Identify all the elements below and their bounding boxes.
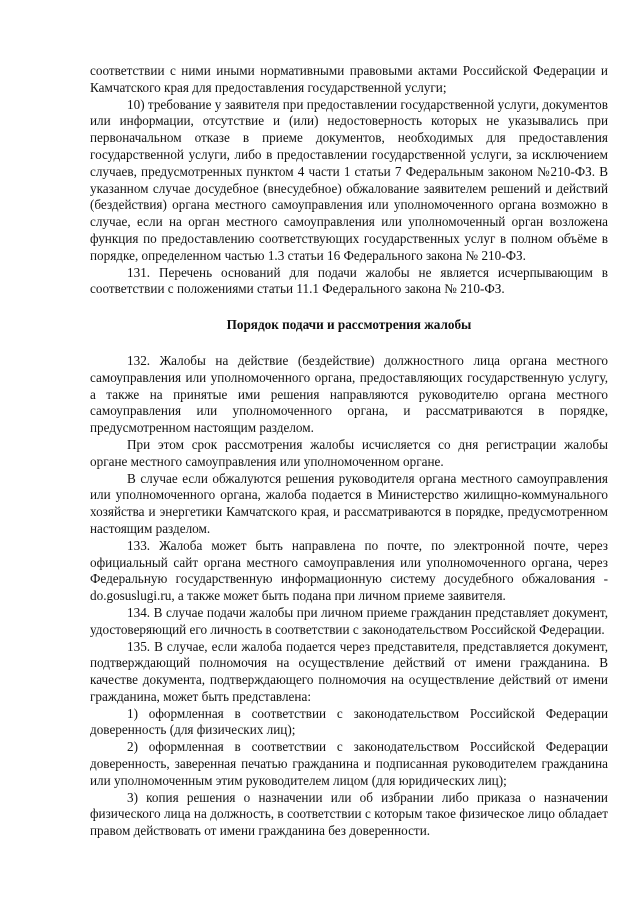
list-item-2: 2) оформленная в соответствии с законодательством Российской Федерации доверенность, заверенная печатью гражданина и подписанная руководителем гражданина или уполномоченным этим руководителем лицом (для юридических лиц); (90, 739, 608, 788)
list-item-1: 1) оформленная в соответствии с законодательством Российской Федерации доверенность (для физических лиц); (90, 705, 608, 738)
paragraph-review-period: При этом срок рассмотрения жалобы исчисляется со дня регистрации жалобы органе местного самоуправления или уполномоченном органе. (90, 436, 608, 469)
section-heading: Порядок подачи и рассмотрения жалобы (226, 317, 472, 333)
paragraph-134: 134. В случае подачи жалобы при личном приеме гражданин представляет документ, удостоверяющий его личность в соответствии с законодательством Российской Федерации. (90, 604, 608, 637)
paragraph-132: 132. Жалобы на действие (бездействие) должностного лица органа местного самоуправления или уполномоченного органа, предоставляющих государственную услугу, а также на принятые ими решения направляются руководителю органа местного самоуправления или уполномоченного органа, и рассматриваются в порядке, предусмотренном настоящим разделом. (90, 352, 608, 436)
paragraph-131: 131. Перечень оснований для подачи жалобы не является исчерпывающим в соответствии с положениями статьи 11.1 Федерального закона № 210-ФЗ. (90, 264, 608, 297)
paragraph-ministry-appeal: В случае если обжалуются решения руководителя органа местного самоуправления или уполномоченного органа, жалоба подается в Министерство жилищно-коммунального хозяйства и энергетики Камчатского края, и рассматриваются в порядке, предусмотренном настоящим разделом. (90, 470, 608, 536)
paragraph-continuation: соответствии с ними иными нормативными правовыми актами Российской Федерации и Камчатского края для предоставления государственной услуги; (90, 63, 608, 95)
list-item-3: 3) копия решения о назначении или об избрании либо приказа о назначении физического лица на должность, в соответствии с которым такое физическое лицо обладает правом действовать от имени гражданина без доверенности. (90, 789, 608, 839)
paragraph-135: 135. В случае, если жалоба подается через представителя, представляется документ, подтверждающий полномочия на осуществление действий от имени гражданина. В качестве документа, подтверждающего полномочия на осуществление действий от имени гражданина, может быть представлена: (90, 638, 608, 704)
paragraph-item-10: 10) требование у заявителя при предоставлении государственной услуги, документов или информации, отсутствие и (или) недостоверность которых не указывались при первоначальном отказе в приеме документов, необходимых для предоставления государственной услуги, либо в предоставлении государственной услуги, за исключением случаев, предусмотренных пунктом 4 части 1 статьи 7 Федеральным законом №210-ФЗ. В указанном случае досудебное (внесудебное) обжалование заявителем решений и действий (бездействия) органа местного самоуправления или уполномоченного органа возможно в случае, если на орган местного самоуправления или уполномоченный орган возложена функция по предоставлению соответствующих государственных услуг в полном объёме в порядке, определенном частью 1.3 статьи 16 Федерального закона № 210-ФЗ. (90, 96, 608, 263)
paragraph-133: 133. Жалоба может быть направлена по почте, по электронной почте, через официальный сайт органа местного самоуправления или уполномоченного органа, через Федеральную государственную информационную систему досудебного обжалования - do.gosuslugi.ru, а также может быть подана при личном приеме заявителя. (90, 537, 608, 604)
document-body (90, 63, 608, 840)
